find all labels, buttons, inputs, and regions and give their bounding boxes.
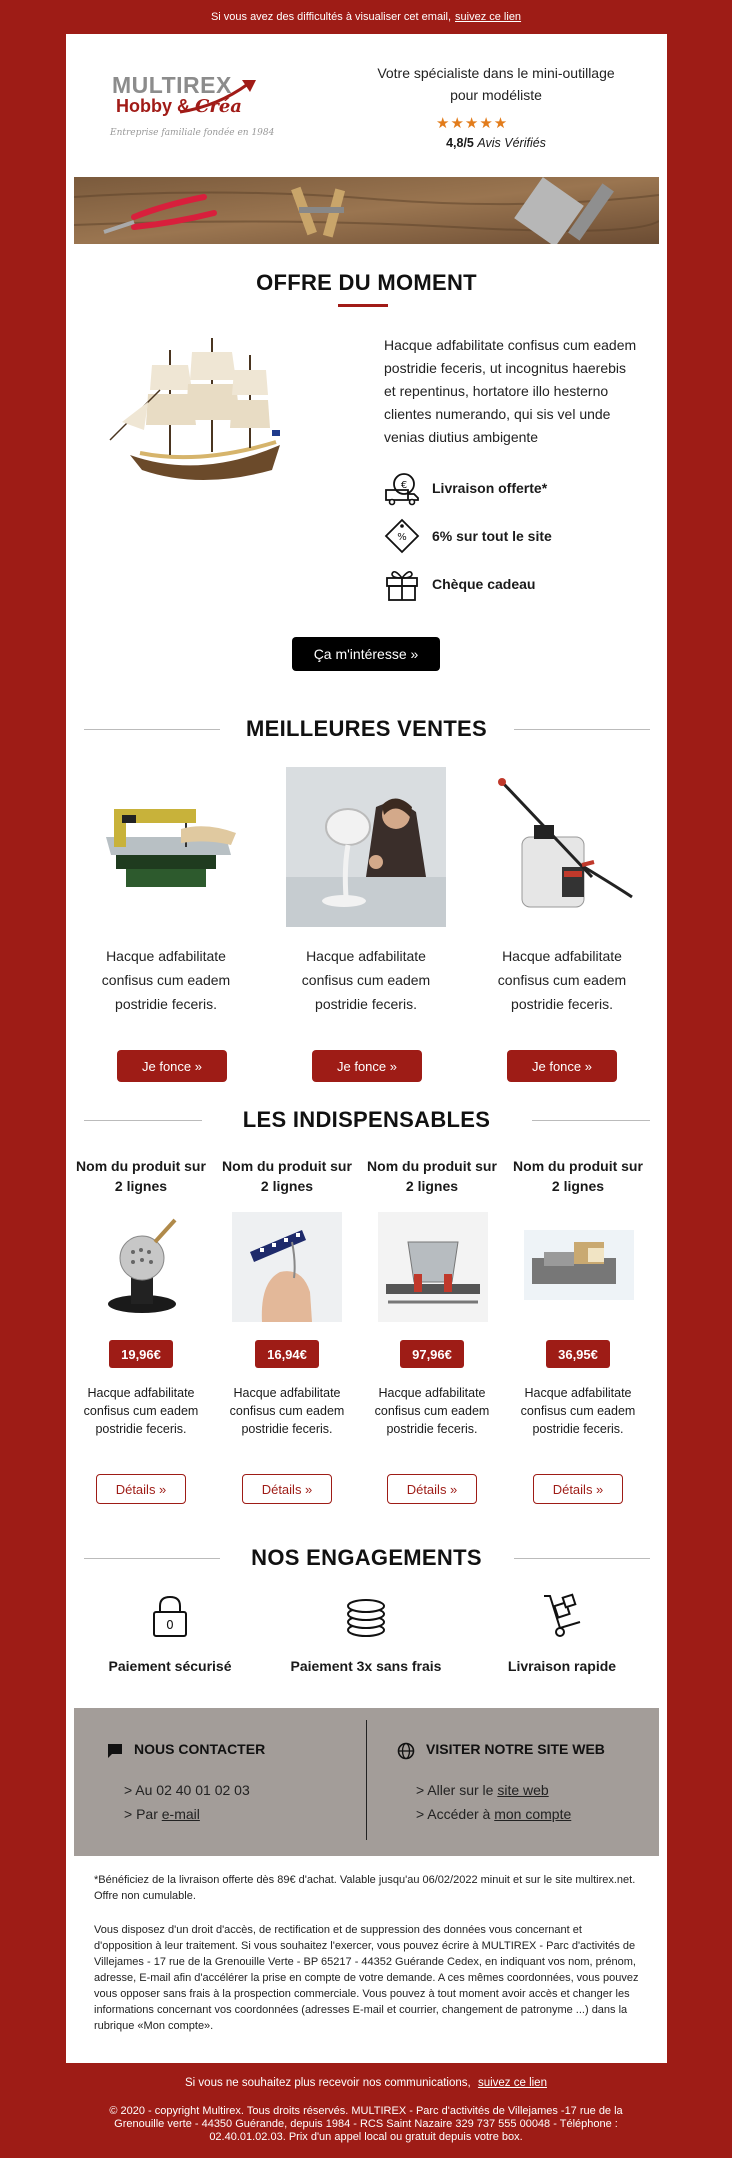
contact-phone[interactable]: > Au 02 40 01 02 03	[124, 1782, 250, 1798]
preheader-text: Si vous avez des difficultés à visualiser cet email,	[210, 11, 452, 23]
website-link[interactable]: site web	[497, 1782, 549, 1798]
contact-separator	[366, 1720, 367, 1840]
best-seller-1-button[interactable]: Je fonce »	[117, 1050, 227, 1082]
essential-1-details-button[interactable]: Détails »	[96, 1474, 186, 1504]
discount-tag-icon	[384, 518, 420, 554]
perk-gift	[384, 566, 535, 602]
logo-wordmark: MULTIREX	[112, 72, 232, 98]
rating-source: Avis Vérifiés	[477, 136, 546, 150]
rating-stars: ★★★★★	[436, 115, 509, 132]
padlock-badge: 0	[166, 1618, 174, 1632]
essential-3-image[interactable]	[378, 1212, 488, 1322]
essential-4-price: 36,95€	[546, 1340, 610, 1368]
account-line	[416, 1806, 571, 1822]
perk-gift-label: Chèque cadeau	[432, 576, 536, 592]
delivery-truck-icon	[384, 470, 420, 506]
commitment-fast-delivery: Livraison rapide	[507, 1658, 617, 1674]
logo-crea: Créa	[195, 96, 242, 117]
website-prefix: > Aller sur le	[416, 1782, 494, 1798]
ship-model-image[interactable]	[100, 330, 300, 500]
logo-swoosh-icon	[178, 76, 258, 116]
best-seller-1-text: Hacque adfabilitate confisus cum eadem postridie feceris.	[101, 948, 231, 1012]
best-seller-2-text: Hacque adfabilitate confisus cum eadem postridie feceris.	[301, 948, 431, 1012]
sprayer-image[interactable]	[482, 767, 642, 927]
svg-text:€: €	[400, 480, 408, 491]
offer-conditions: *Bénéficiez de la livraison offerte dès 89€ d'achat. Valable jusqu'au 06/02/2022 minuit et sur le site multirex.net. Offre non cumulable.	[94, 1874, 636, 1902]
contact-panel	[74, 1708, 659, 1856]
essential-4-desc: Hacque adfabilitate confisus cum eadem postridie feceris.	[520, 1386, 636, 1436]
essential-1-price: 19,96€	[109, 1340, 173, 1368]
essential-2-details-button[interactable]: Détails »	[242, 1474, 332, 1504]
chat-bubble-icon	[106, 1742, 124, 1760]
best-seller-3-button[interactable]: Je fonce »	[507, 1050, 617, 1082]
header-tagline: Votre spécialiste dans le mini-outillage pour modéliste	[377, 65, 615, 103]
essential-1-desc: Hacque adfabilitate confisus cum eadem postridie feceris.	[83, 1386, 199, 1436]
rating-summary[interactable]	[396, 136, 596, 150]
perk-delivery-label: Livraison offerte*	[432, 480, 548, 496]
essential-4-details-button[interactable]: Détails »	[533, 1474, 623, 1504]
essential-3-price: 97,96€	[400, 1340, 464, 1368]
essential-2-image[interactable]	[232, 1212, 342, 1322]
perk-discount-label: 6% sur tout le site	[432, 528, 552, 544]
essential-1-image[interactable]	[87, 1212, 197, 1322]
contact-email-link[interactable]: e-mail	[161, 1806, 200, 1822]
copyright-text: © 2020 - copyright Multirex. Tous droits réservés. MULTIREX - Parc d'activités de Villejames -17 rue de la Grenouille verte - 44350 Guérande, depuis 1984 - RCS Saint Nazaire 329 737 555 00048 - Téléphone : 02.40.01.02.03. Prix d'un appel local ou gratuit depuis votre box.	[109, 2105, 623, 2143]
logo-tagline: Entreprise familiale fondée en 1984	[110, 128, 275, 138]
contact-title: NOUS CONTACTER	[134, 1741, 266, 1757]
logo-hobby: Hobby &	[116, 96, 190, 116]
email-body	[66, 34, 667, 2063]
website-title: VISITER NOTRE SITE WEB	[426, 1741, 605, 1757]
offer-title-underline	[338, 304, 388, 307]
offer-description: Hacque adfabilitate confisus cum eadem postridie feceris, ut incognitus haerebis et repentinus, hortatore illo hesterno clientes numerando, qui sis vel unde venias diutius ambigente	[384, 337, 637, 445]
hand-truck-icon	[540, 1592, 584, 1638]
globe-icon	[397, 1742, 415, 1760]
svg-text:%: %	[397, 532, 407, 543]
commitments-title: NOS ENGAGEMENTS	[251, 1545, 482, 1570]
padlock-icon	[150, 1594, 190, 1638]
contact-email-prefix: > Par	[124, 1806, 158, 1822]
offer-title: OFFRE DU MOMENT	[256, 270, 477, 295]
essential-1-name: Nom du produit sur 2 lignes	[76, 1158, 206, 1194]
tools-banner-image	[74, 177, 659, 244]
essential-3-details-button[interactable]: Détails »	[387, 1474, 477, 1504]
account-prefix: > Accéder à	[416, 1806, 491, 1822]
best-seller-3-text: Hacque adfabilitate confisus cum eadem postridie feceris.	[497, 948, 627, 1012]
rating-value: 4,8/5	[446, 136, 474, 150]
magnifier-lamp-image[interactable]	[286, 767, 446, 927]
scroll-saw-image[interactable]	[86, 767, 246, 927]
preheader-bar	[0, 0, 732, 34]
perk-discount	[384, 518, 552, 554]
view-online-link[interactable]: suivez ce lien	[455, 11, 522, 23]
commitment-secure-payment: Paiement sécurisé	[108, 1658, 232, 1674]
unsubscribe-line	[0, 2077, 732, 2089]
commitment-installments: Paiement 3x sans frais	[290, 1658, 442, 1674]
essential-2-price: 16,94€	[255, 1340, 319, 1368]
contact-email-line	[124, 1806, 200, 1822]
coins-icon	[342, 1594, 390, 1640]
offer-cta-button[interactable]: Ça m'intéresse »	[292, 637, 440, 671]
essential-4-name: Nom du produit sur 2 lignes	[513, 1158, 643, 1194]
privacy-notice: Vous disposez d'un droit d'accès, de rectification et de suppression des données vous concernant et d'opposition à leur traitement. Si vous souhaitez l'exercer, vous pouvez écrire à MULTIREX - Parc d'activités de Villejames - 17 rue de la Grenouille Verte - BP 65217 - 44352 Guérande Cedex, en indiquant vos nom, prénom, adresse, E-mail afin d'accélérer la prise en compte de votre demande. A ces mêmes coordonnées, vous pouvez vous opposer sans frais à la prospection commerciale. Vous pouvez à tout moment avoir accès et changer les informations concernant vos coordonnées (adresses E-mail et courrier, changement de patronyme ...) dans la rubrique «Mon compte».	[94, 1924, 639, 2032]
essential-2-name: Nom du produit sur 2 lignes	[222, 1158, 352, 1194]
essential-2-desc: Hacque adfabilitate confisus cum eadem postridie feceris.	[229, 1386, 345, 1436]
gift-icon	[384, 566, 420, 602]
website-line	[416, 1782, 549, 1798]
perk-delivery	[384, 470, 547, 506]
essential-4-image[interactable]	[524, 1212, 634, 1322]
essential-3-desc: Hacque adfabilitate confisus cum eadem postridie feceris.	[374, 1386, 490, 1436]
account-link[interactable]: mon compte	[494, 1806, 572, 1822]
unsubscribe-text: Si vous ne souhaitez plus recevoir nos communications,	[185, 2077, 471, 2089]
essentials-title: LES INDISPENSABLES	[242, 1107, 491, 1132]
best-sellers-title: MEILLEURES VENTES	[245, 716, 488, 741]
best-seller-2-button[interactable]: Je fonce »	[312, 1050, 422, 1082]
unsubscribe-link[interactable]: suivez ce lien	[477, 2077, 547, 2089]
essential-3-name: Nom du produit sur 2 lignes	[367, 1158, 497, 1194]
